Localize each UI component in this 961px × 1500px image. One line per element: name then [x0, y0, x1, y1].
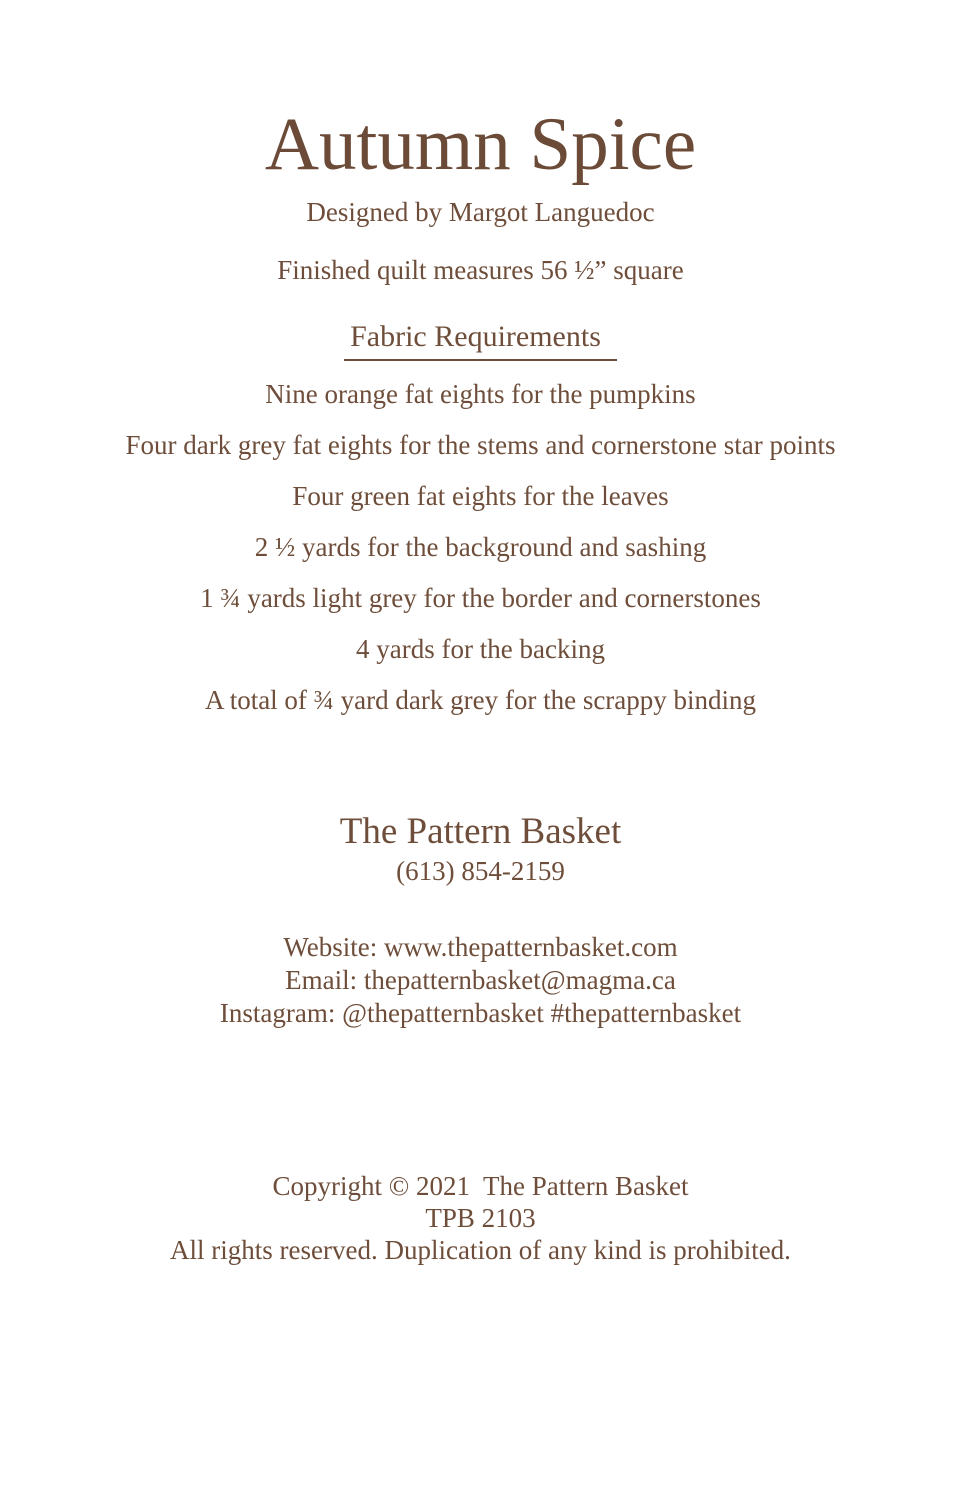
company-name: The Pattern Basket	[339, 810, 622, 852]
pattern-title: Autumn Spice	[264, 103, 697, 186]
fabric-requirement-item: Four dark grey fat eights for the stems and cornerstone star points	[125, 429, 836, 460]
fabric-requirement-item: 2 ½ yards for the background and sashing	[254, 531, 707, 562]
copyright-block	[0, 1170, 961, 1266]
company-phone: (613) 854-2159	[396, 855, 565, 886]
contact-block	[0, 931, 961, 1030]
designer-byline: Designed by Margot Languedoc	[306, 196, 655, 227]
email-line: Email: thepatternbasket@magma.ca	[285, 964, 676, 995]
pattern-number: TPB 2103	[425, 1202, 536, 1233]
fabric-requirement-item: 1 ¾ yards light grey for the border and cornerstones	[200, 582, 761, 613]
fabric-requirement-item: Nine orange fat eights for the pumpkins	[265, 378, 696, 409]
fabric-requirements-heading: Fabric Requirements	[344, 320, 617, 361]
copyright-line: Copyright © 2021 The Pattern Basket	[272, 1170, 689, 1201]
rights-line: All rights reserved. Duplication of any kind is prohibited.	[170, 1234, 791, 1265]
fabric-requirement-item: Four green fat eights for the leaves	[292, 480, 669, 511]
fabric-requirement-item: 4 yards for the backing	[356, 633, 605, 664]
fabric-requirement-item: A total of ¾ yard dark grey for the scrappy binding	[204, 684, 757, 715]
fabric-requirements-list	[0, 369, 961, 726]
fabric-requirements-section	[0, 320, 961, 361]
finished-size-line: Finished quilt measures 56 ½” square	[277, 254, 684, 285]
website-line: Website: www.thepatternbasket.com	[283, 931, 678, 962]
instagram-line: Instagram: @thepatternbasket #thepatternbasket	[219, 997, 742, 1028]
